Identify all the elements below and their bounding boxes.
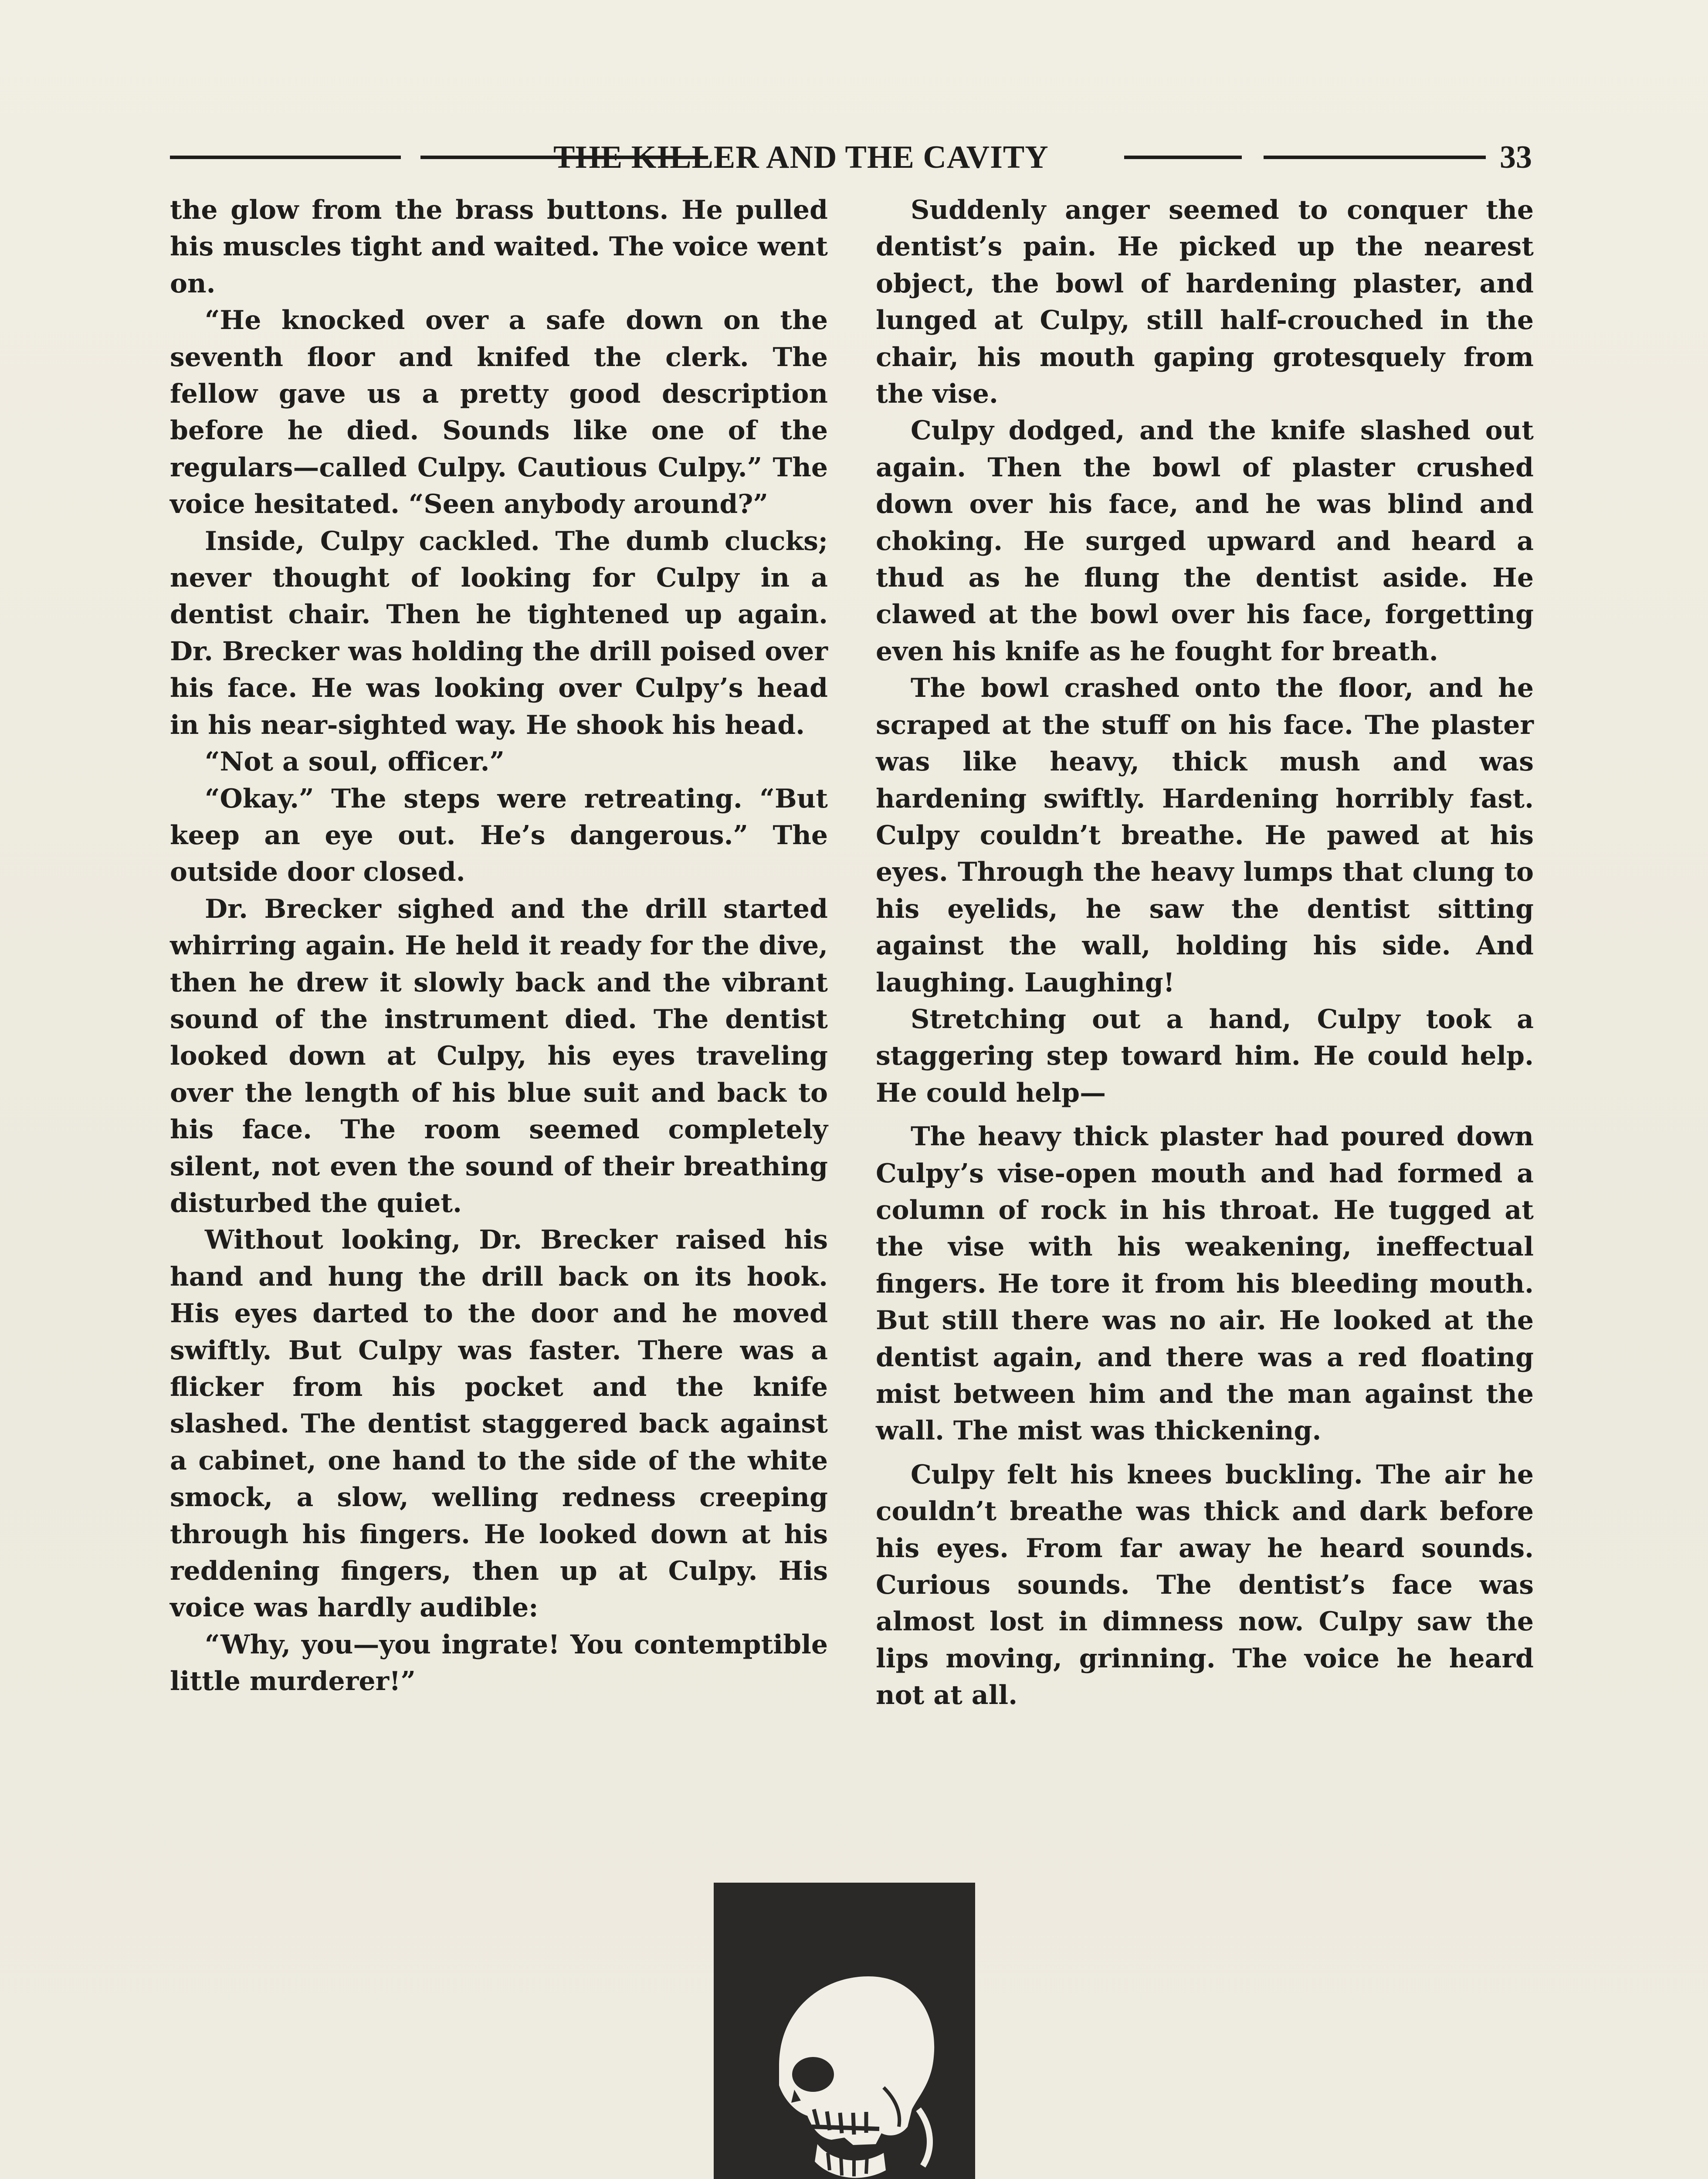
running-head — [170, 129, 1542, 181]
paragraph: The heavy thick plaster had poured down Culpy’s vise-open mouth and had formed a column of rock in his throat. He tugged at the vise with his weakening, ineffectual fingers. He tore it from his bleeding mouth. But still there was no air. He looked at the dentist again, and there was a red floating mist between him and the man against the wall. The mist was thickening. — [876, 1121, 1534, 1446]
paragraph: Dr. Brecker sighed and the drill started whirring again. He held it ready for the dive, then he drew it slowly back and the vibrant sound of the instrument died. The dentist looked down at Culpy, his eyes traveling over the length of his blue suit and back to his face. The room seemed completely silent, not even the sound of their breathing disturbed the quiet. — [170, 893, 828, 1218]
paragraph: Culpy felt his knees buckling. The air he couldn’t breathe was thick and dark before his eyes. From far away he heard sounds. Curious sounds. The dentist’s face was almost lost in dimness now. Culpy saw the lips moving, grinning. The voice he heard not at all. — [876, 1459, 1534, 1711]
paragraph: “Not a soul, officer.” — [205, 747, 505, 777]
paragraph: Without looking, Dr. Brecker raised his hand and hung the drill back on its hook. His eyes darted to the door and he moved swiftly. But Culpy was faster. There was a flicker from his pocket and the knife slashed. The dentist staggered back against a cabinet, one hand to the side of the white smock, a slow, welling redness creeping through his fingers. He looked down at his reddening fingers, then up at Culpy. His voice was hardly audible: — [170, 1225, 828, 1623]
text-column-left — [170, 192, 828, 1700]
story-title: THE KILLER AND THE CAVITY — [553, 139, 1049, 175]
header-rule — [170, 156, 401, 159]
paragraph: Stretching out a hand, Culpy took a staggering step toward him. He could help. He could help— — [876, 1004, 1534, 1108]
paragraph: Culpy dodged, and the knife slashed out again. Then the bowl of plaster crushed down over his face, and he was blind and choking. He surged upward and heard a thud as he flung the dentist aside. He clawed at the bowl over his face, forgetting even his knife as he fought for breath. — [876, 415, 1534, 667]
paragraph: The bowl crashed onto the floor, and he scraped at the stuff on his face. The plaster was like heavy, thick mush and was hardening swiftly. Hardening horribly fast. Culpy couldn’t breathe. He pawed at his eyes. Through the heavy lumps that clung to his eyelids, he saw the dentist sitting against the wall, holding his side. And laughing. Laughing! — [876, 673, 1534, 998]
text-column-right — [876, 192, 1534, 1714]
paragraph: the glow from the brass buttons. He pulled his muscles tight and waited. The voice went on. — [170, 195, 828, 299]
paragraph: “He knocked over a safe down on the seventh floor and knifed the clerk. The fellow gave us a pretty good description before he died. Sounds like one of the regulars—called Culpy. Cautious Culpy.” The voice hesitated. “Seen anybody around?” — [170, 305, 828, 520]
header-rule — [1264, 156, 1486, 159]
paragraph: “Why, you—you ingrate! You contemptible little murderer!” — [170, 1629, 828, 1697]
paragraph: Inside, Culpy cackled. The dumb clucks; never thought of looking for Culpy in a dentist chair. Then he tightened up again. Dr. Brecker was holding the drill poised over his face. He was looking over Culpy’s head in his near-sighted way. He shook his head. — [170, 526, 828, 740]
skull-emblem — [714, 1883, 975, 2179]
paragraph: “Okay.” The steps were retreating. “But keep an eye out. He’s dangerous.” The outside door closed. — [170, 783, 828, 888]
skull-icon — [714, 1883, 975, 2179]
header-rule — [1124, 156, 1242, 159]
paragraph: Suddenly anger seemed to conquer the dentist’s pain. He picked up the nearest object, the bowl of hardening plaster, and lunged at Culpy, still half-crouched in the chair, his mouth gaping grotesquely from the vise. — [876, 195, 1534, 410]
page-number: 33 — [1500, 139, 1532, 175]
